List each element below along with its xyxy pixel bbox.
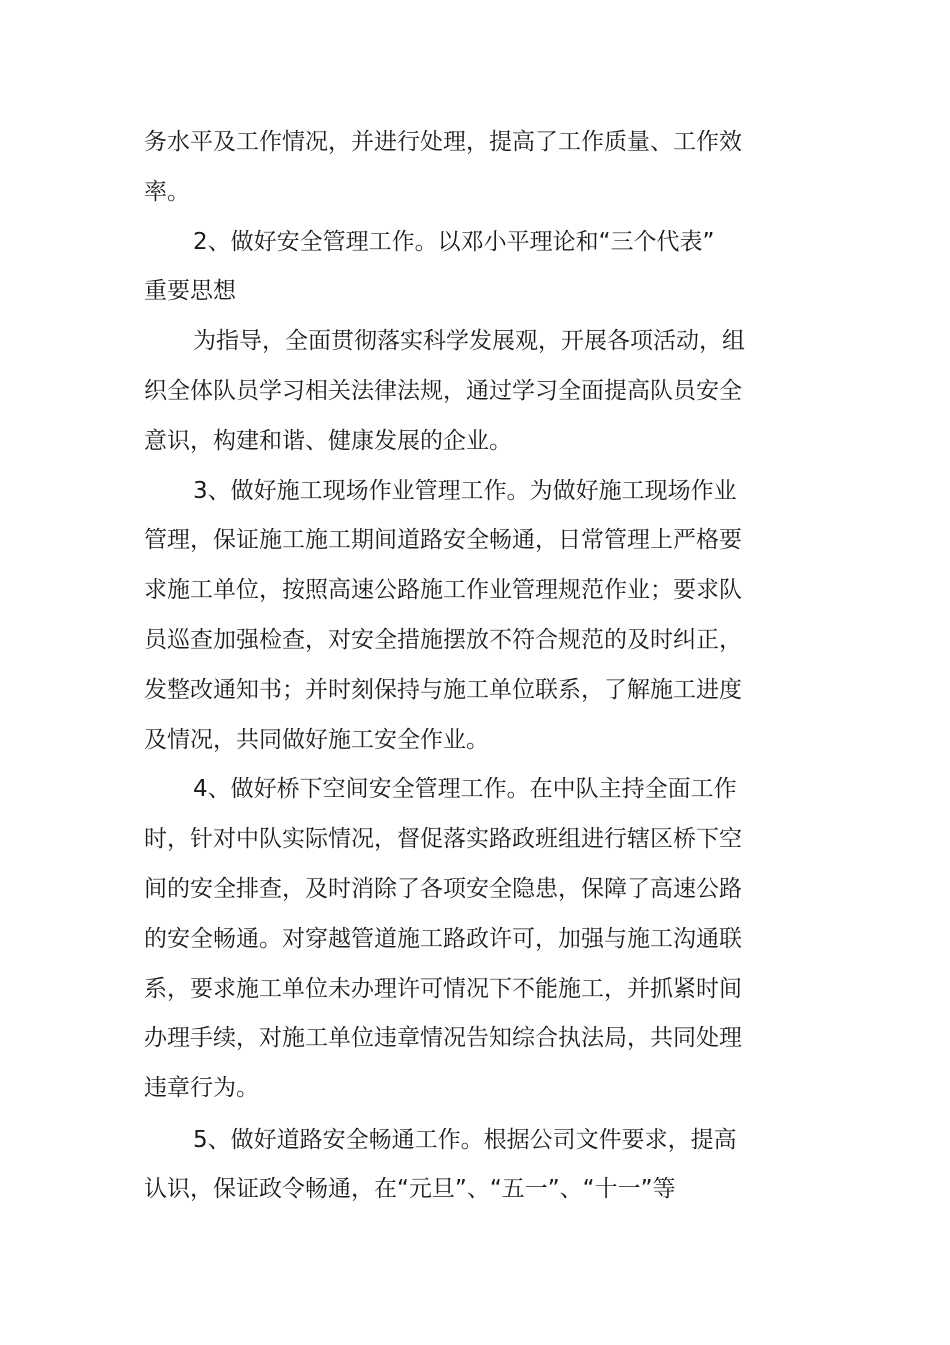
- text-line: 间的安全排查，及时消除了各项安全隐患，保障了高速公路: [144, 876, 742, 902]
- text-line: 时，针对中队实际情况，督促落实路政班组进行辖区桥下空: [144, 826, 742, 852]
- text-line: 办理手续，对施工单位违章情况告知综合执法局，共同处理: [144, 1025, 742, 1051]
- text-line: 为指导，全面贯彻落实科学发展观，开展各项活动，组: [193, 328, 745, 354]
- text-line: 认识，保证政令畅通，在“元旦”、“五一”、“十一”等: [144, 1176, 676, 1202]
- text-line: 系，要求施工单位未办理许可情况下不能施工，并抓紧时间: [144, 976, 742, 1002]
- text-line: 发整改通知书；并时刻保持与施工单位联系，了解施工进度: [144, 677, 742, 703]
- text-line: 3、做好施工现场作业管理工作。为做好施工现场作业: [193, 478, 737, 504]
- text-line: 违章行为。: [144, 1075, 259, 1101]
- text-line: 2、做好安全管理工作。以邓小平理论和“三个代表”: [193, 229, 715, 255]
- text-line: 求施工单位，按照高速公路施工作业管理规范作业；要求队: [144, 577, 742, 603]
- text-line: 意识，构建和谐、健康发展的企业。: [144, 428, 512, 454]
- text-line: 5、做好道路安全畅通工作。根据公司文件要求，提高: [193, 1127, 737, 1153]
- text-line: 及情况，共同做好施工安全作业。: [144, 727, 489, 753]
- text-line: 员巡查加强检查，对安全措施摆放不符合规范的及时纠正，: [144, 627, 742, 653]
- text-line: 4、做好桥下空间安全管理工作。在中队主持全面工作: [193, 776, 737, 802]
- text-line: 率。: [144, 179, 190, 205]
- text-line: 管理，保证施工施工期间道路安全畅通，日常管理上严格要: [144, 527, 742, 553]
- text-line: 务水平及工作情况，并进行处理，提高了工作质量、工作效: [144, 129, 742, 155]
- text-line: 重要思想: [144, 278, 236, 304]
- text-line: 织全体队员学习相关法律法规，通过学习全面提高队员安全: [144, 378, 742, 404]
- text-line: 的安全畅通。对穿越管道施工路政许可，加强与施工沟通联: [144, 926, 742, 952]
